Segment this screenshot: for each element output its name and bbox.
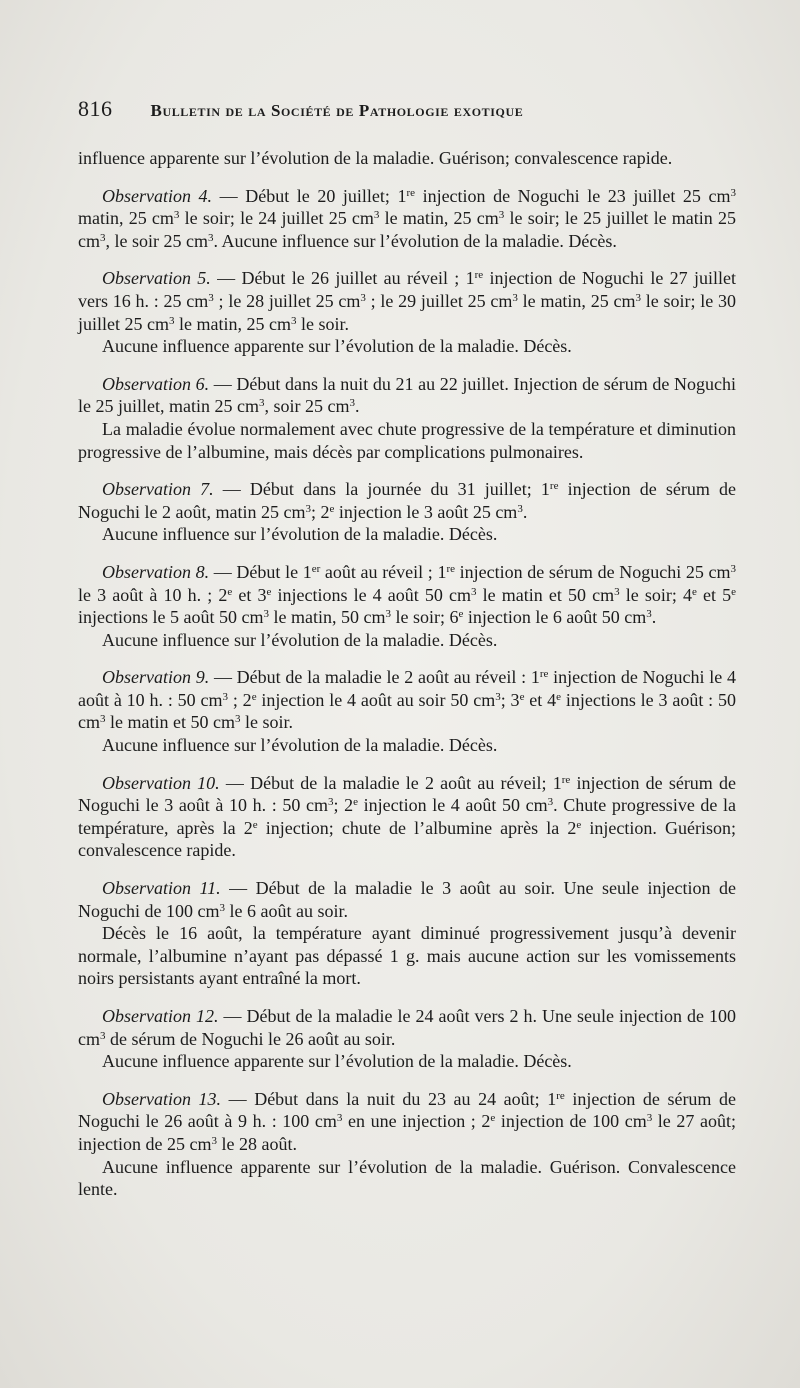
- observation-block: [78, 185, 736, 253]
- observation-text: Observation 11. — Début de la maladie le 3 août au soir. Une seule injection de Noguchi de 100 $cm^3$ le 6 août au soir.: [78, 878, 736, 921]
- superscript: 3: [100, 1029, 106, 1042]
- superscript: 3: [498, 209, 505, 222]
- superscript: e: [576, 818, 582, 831]
- superscript: 3: [471, 585, 477, 598]
- superscript: e: [519, 690, 525, 703]
- observation-conclusion: Aucune influence apparente sur l’évolution de la maladie. Guérison. Convalescence lente.: [78, 1156, 736, 1200]
- superscript: re: [561, 773, 571, 786]
- superscript: re: [446, 562, 456, 575]
- superscript: 3: [646, 1112, 653, 1125]
- superscript: 3: [495, 690, 501, 703]
- observation-conclusion: Aucune influence sur l’évolution de la maladie. Décès.: [102, 524, 498, 545]
- superscript: 3: [305, 502, 311, 515]
- article-body: [78, 147, 736, 1201]
- observation-block: [78, 666, 736, 756]
- observation-text: Observation 6. — Début dans la nuit du 21 au 22 juillet. Injection de sérum de Noguchi le 25 juillet, matin 25 $cm^3$, soir 25 $cm^3$.: [78, 373, 736, 417]
- observation-text: Observation 7. — Début dans la journée du 31 juillet; 1re injection de sérum de Noguchi le 2 août, matin 25 $cm^3$; 2e injection le 3 août 25 $cm^3$.: [78, 479, 736, 522]
- observation-label: Observation 11.: [102, 878, 221, 899]
- observation-text: Observation 12. — Début de la maladie le 24 août vers 2 h. Une seule injection de 100 $cm^3$ de sérum de Noguchi le 26 août au soir.: [78, 1006, 736, 1049]
- superscript: 3: [547, 796, 554, 809]
- page-number: 816: [78, 96, 113, 121]
- superscript: 3: [100, 231, 106, 244]
- superscript: re: [406, 186, 415, 199]
- superscript: 3: [730, 186, 736, 199]
- observations-list: [78, 185, 736, 1201]
- observation-text: Observation 4. — Début le 20 juillet; 1re injection de Noguchi le 23 juillet 25 $cm^3$ matin, 25 $cm^3$ le soir; le 24 juillet 25 $cm^3$ le matin, 25 $cm^3$ le soir; le 25 juillet le matin 25 $cm^3$, le soir 25 $cm^3$. Aucune influence sur l’évolution de la maladie. Décès.: [78, 185, 736, 251]
- observation-label: Observation 9.: [102, 667, 210, 688]
- paragraph-text: influence apparente sur l’évolution de la maladie. Guérison; convalescence rapide.: [78, 148, 673, 168]
- observation-text: Observation 9. — Début de la maladie le 2 août au réveil : 1re injection de Noguchi le 4 août à 10 h. : 50 $cm^3$ ; 2e injection le 4 août au soir 50 $cm^3$; 3e et 4e injections le 3 août : 50 $cm^3$ le matin et 50 $cm^3$ le soir.: [78, 667, 736, 733]
- page-header: [78, 96, 738, 126]
- superscript: 3: [263, 608, 269, 621]
- superscript: e: [266, 585, 272, 598]
- superscript: 3: [730, 562, 736, 575]
- observation-conclusion: La maladie évolue normalement avec chute progressive de la température et diminution progressive de l’albumine, mais décès par complications pulmonaires.: [78, 418, 736, 462]
- superscript: 3: [336, 1112, 343, 1125]
- superscript: 3: [635, 291, 641, 304]
- observation-label: Observation 5.: [102, 268, 211, 289]
- superscript: 3: [646, 608, 652, 621]
- observation-text: Observation 13. — Début dans la nuit du 23 au 24 août; 1re injection de sérum de Noguchi le 26 août à 9 h. : 100 $cm^3$ en une injection ; 2e injection de 100 $cm^3$ le 27 août; injection de 25 $cm^3$ le 28 août.: [78, 1088, 737, 1154]
- observation-text: Observation 8. — Début le 1er août au réveil ; 1re injection de sérum de Noguchi 25 $cm^3$ le 3 août à 10 h. ; 2e et 3e injections le 4 août 50 $cm^3$ le matin et 50 $cm^3$ le soir; 4e et 5e injections le 5 août 50 $cm^3$ le matin, 50 $cm^3$ le soir; 6e injection le 6 août 50 $cm^3$.: [78, 561, 736, 628]
- observation-text: Observation 10. — Début de la maladie le 2 août au réveil; 1re injection de sérum de Noguchi le 3 août à 10 h. : 50 $cm^3$; 2e injection le 4 août 50 $cm^3$. Chute progressive de la température, après la 2e injection; chute de l’albumine après la 2e injection. Guérison; convalescence rapide.: [78, 772, 737, 861]
- observation-block: [78, 267, 736, 357]
- observation-label: Observation 13.: [102, 1088, 222, 1109]
- superscript: 3: [208, 291, 214, 304]
- superscript: 3: [234, 713, 241, 726]
- observation-conclusion: Aucune influence sur l’évolution de la maladie. Décès.: [102, 735, 498, 756]
- superscript: e: [251, 690, 257, 703]
- observation-block: [78, 1005, 736, 1073]
- observation-label: Observation 8.: [102, 561, 210, 582]
- observation-block: [78, 561, 736, 651]
- superscript: re: [474, 269, 484, 282]
- observation-conclusion: Décès le 16 août, la température ayant diminué progressivement jusqu’à devenir normale, l’albumine n’ayant pas dépassé 1 g. mais aucune action sur les vomissements noirs persistants ayant entraîné la mort.: [78, 923, 736, 989]
- observation-block: [78, 478, 736, 546]
- superscript: 3: [373, 209, 380, 222]
- superscript: e: [458, 608, 464, 621]
- observation-label: Observation 6.: [102, 373, 210, 394]
- superscript: 3: [385, 608, 391, 621]
- superscript: 3: [517, 502, 523, 515]
- observation-block: [78, 772, 736, 862]
- running-title: Bulletin de la Société de Pathologie exotique: [150, 101, 524, 120]
- superscript: 3: [168, 314, 175, 327]
- superscript: 3: [290, 314, 297, 327]
- superscript: re: [539, 668, 549, 681]
- observation-text: Observation 5. — Début le 26 juillet au réveil ; 1re injection de Noguchi le 27 juillet vers 16 h. : 25 $cm^3$ ; le 28 juillet 25 $cm^3$ ; le 29 juillet 25 $cm^3$ le matin, 25 $cm^3$ le soir; le 30 juillet 25 $cm^3$ le matin, 25 $cm^3$ le soir.: [78, 268, 736, 334]
- superscript: re: [556, 1089, 565, 1102]
- superscript: re: [549, 480, 559, 493]
- superscript: 3: [349, 397, 355, 410]
- observation-block: [78, 1088, 736, 1201]
- superscript: 3: [512, 291, 518, 304]
- superscript: e: [227, 585, 233, 598]
- superscript: 3: [614, 585, 620, 598]
- observation-label: Observation 4.: [102, 185, 213, 206]
- observation-block: [78, 373, 736, 463]
- superscript: er: [311, 562, 321, 575]
- observation-conclusion: Aucune influence sur l’évolution de la maladie. Décès.: [102, 629, 498, 650]
- superscript: e: [252, 818, 258, 831]
- superscript: 3: [173, 209, 180, 222]
- superscript: 3: [211, 1134, 217, 1147]
- superscript: e: [691, 585, 697, 598]
- superscript: 3: [222, 690, 228, 703]
- superscript: e: [556, 690, 562, 703]
- superscript: 3: [100, 713, 106, 726]
- superscript: e: [329, 502, 335, 515]
- superscript: 3: [207, 231, 214, 244]
- observation-block: [78, 877, 736, 990]
- opening-paragraph: [78, 147, 736, 170]
- superscript: 3: [258, 397, 265, 410]
- superscript: 3: [219, 901, 225, 914]
- superscript: e: [353, 796, 358, 809]
- superscript: e: [731, 585, 736, 598]
- observation-label: Observation 12.: [102, 1006, 219, 1026]
- superscript: 3: [360, 291, 366, 304]
- superscript: e: [490, 1112, 496, 1125]
- observation-conclusion: Aucune influence apparente sur l’évolution de la maladie. Décès.: [102, 336, 572, 357]
- observation-label: Observation 10.: [102, 772, 220, 793]
- superscript: 3: [327, 796, 334, 809]
- observation-label: Observation 7.: [102, 479, 214, 500]
- observation-conclusion: Aucune influence apparente sur l’évolution de la maladie. Décès.: [102, 1051, 572, 1072]
